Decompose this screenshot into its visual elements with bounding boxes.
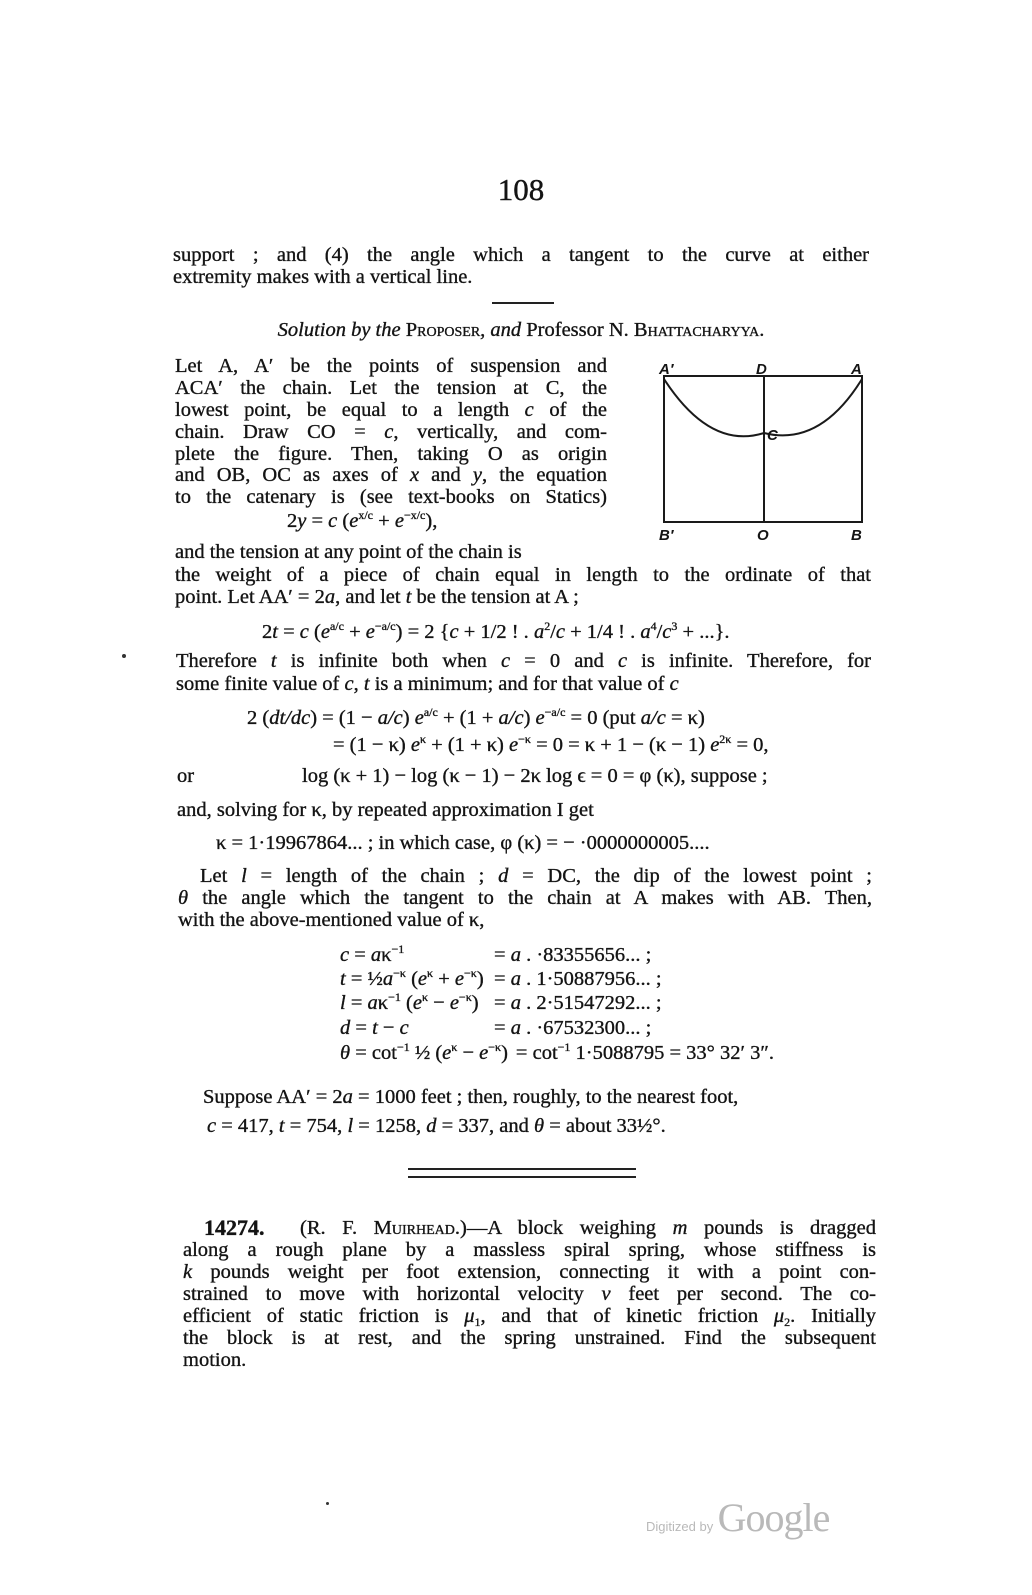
text-segment: 4	[650, 619, 657, 633]
google-logo: Google	[717, 1495, 830, 1540]
text-segment: y	[472, 464, 482, 486]
text-segment: κ	[421, 990, 428, 1004]
text-segment: =	[494, 1017, 511, 1039]
text-segment: −κ	[458, 990, 472, 1004]
text-segment: θ	[178, 887, 189, 909]
text-segment: a	[640, 621, 651, 643]
text-segment: point. Let AA′ = 2	[175, 586, 325, 608]
text-segment: −	[377, 1017, 400, 1039]
text-segment: and	[419, 464, 473, 486]
text-segment: = ½	[345, 968, 383, 990]
text-segment: c	[328, 510, 338, 532]
text-segment: c	[555, 621, 565, 643]
text-segment: a	[382, 968, 394, 990]
text-segment: d	[340, 1017, 351, 1039]
text-segment: ) = 2 {	[395, 621, 450, 643]
text-segment: −1	[557, 1040, 571, 1054]
text-segment: e	[320, 621, 330, 643]
text-segment: is infinite both when	[276, 650, 501, 672]
text-segment: c	[617, 650, 628, 672]
text-segment: d	[426, 1115, 437, 1137]
question-number: 14274.	[204, 1215, 265, 1240]
text-segment: Therefore	[176, 650, 271, 672]
text-segment: −κ	[464, 966, 477, 980]
text-segment: −κ	[488, 1040, 502, 1054]
text-segment: )	[523, 707, 536, 729]
text-segment: c	[384, 421, 394, 443]
text-segment: e	[479, 1042, 489, 1064]
text-segment: + 1/2 ! .	[458, 621, 534, 643]
text-segment: v	[601, 1283, 611, 1305]
text-segment: , and let	[335, 586, 406, 608]
text-segment: feet per second. The co-	[610, 1283, 876, 1305]
watermark-prefix: Digitized by	[646, 1519, 714, 1534]
intro-line: support ; and (4) the angle which a tangent to the curve at either	[173, 244, 869, 266]
text-segment: c	[340, 944, 350, 966]
catenary-diagram	[650, 355, 875, 550]
text-segment: m	[672, 1217, 688, 1239]
kappa-value: κ = 1·19967864... ; in which case, φ (κ) = − ·0000000005....	[216, 832, 710, 854]
text-line	[178, 886, 872, 910]
text-line: the weight of a piece of chain equal in length to the ordinate of that	[175, 564, 871, 586]
text-line: ACA′ the chain. Let the tension at C, the	[175, 377, 607, 399]
text-segment: c	[344, 673, 354, 695]
text-segment: = 1258,	[353, 1115, 427, 1137]
text-segment: + (1 +	[437, 707, 499, 729]
text-segment: a/c	[640, 707, 666, 729]
text-segment: a/c	[498, 707, 524, 729]
result-row	[340, 1016, 651, 1040]
text-segment: /	[550, 621, 556, 643]
page-number: 108	[497, 172, 545, 207]
text-segment: (	[400, 992, 413, 1014]
text-segment: a/c	[329, 619, 344, 633]
text-segment: is infinite. Therefore, for	[627, 650, 871, 672]
text-segment: e	[710, 734, 720, 756]
text-segment: e	[509, 734, 519, 756]
text-segment: t	[405, 586, 412, 608]
text-segment: = about 33½°.	[544, 1115, 666, 1137]
double-rule-top	[408, 1168, 636, 1170]
text-segment: t	[278, 1115, 285, 1137]
text-segment: a	[324, 586, 336, 608]
text-line	[175, 463, 607, 487]
text-line	[300, 1216, 876, 1240]
label-b-prime: B′	[659, 527, 674, 544]
text-segment: c	[500, 650, 511, 672]
text-segment: −x/c	[403, 508, 426, 522]
text-segment: Suppose AA′ = 2	[203, 1086, 343, 1108]
text-segment: . ·67532300... ;	[520, 1017, 652, 1039]
text-segment: = cot	[515, 1042, 558, 1064]
text-segment: = 0,	[731, 734, 769, 756]
text-segment: , vertically, and com-	[393, 421, 607, 443]
text-segment: + (1 + κ)	[426, 734, 509, 756]
double-rule-bottom	[408, 1176, 636, 1178]
result-row	[340, 1041, 774, 1065]
text-segment: +	[343, 621, 366, 643]
label-d: D	[756, 361, 767, 378]
text-line	[207, 1114, 666, 1138]
text-line: and, solving for κ, by repeated approximation I get	[177, 799, 594, 821]
text-segment: )	[501, 1042, 508, 1064]
label-a-prime: A′	[659, 361, 674, 378]
result-lhs	[340, 1041, 508, 1065]
text-segment: Muirhead	[373, 1217, 455, 1239]
text-segment: strained to move with horizontal velocity	[183, 1283, 602, 1305]
text-segment: c	[524, 399, 534, 421]
text-line: motion.	[183, 1349, 247, 1371]
text-segment: a	[367, 992, 378, 1014]
text-segment: dt/dc	[269, 707, 311, 729]
text-line	[175, 398, 607, 422]
result-rhs	[494, 967, 662, 991]
label-o: O	[757, 527, 769, 544]
text-line	[203, 1085, 738, 1109]
or-label: or	[177, 765, 195, 787]
scan-speck	[326, 1502, 329, 1505]
label-b: B	[851, 527, 862, 544]
text-segment: e	[417, 968, 428, 990]
text-segment: d	[498, 865, 509, 887]
text-segment: t	[340, 968, 346, 990]
text-line	[183, 1260, 876, 1284]
text-segment: Let	[200, 865, 242, 887]
text-segment: κ	[451, 1040, 458, 1054]
text-segment: c	[299, 621, 309, 643]
result-rhs	[494, 1016, 651, 1040]
text-line	[175, 585, 579, 609]
text-segment: 2	[287, 510, 298, 532]
text-segment: e	[449, 992, 459, 1014]
text-segment: l	[347, 1115, 354, 1137]
label-a: A	[851, 361, 862, 378]
text-segment: −	[457, 1042, 480, 1064]
text-segment: . Initially	[790, 1305, 876, 1327]
text-segment: and OB, OC as axes of	[175, 464, 410, 486]
text-segment: a	[342, 1086, 353, 1108]
text-line: with the above-mentioned value of κ,	[178, 909, 485, 931]
text-line: and the tension at any point of the chain is	[175, 541, 522, 563]
text-segment: chain. Draw CO =	[175, 421, 385, 443]
text-segment: =	[349, 944, 371, 966]
text-segment: = DC, the dip of the lowest point ;	[508, 865, 872, 887]
text-segment: a	[370, 944, 382, 966]
text-segment: κ	[419, 732, 427, 746]
text-segment: , the equation	[482, 464, 607, 486]
text-segment: θ	[534, 1115, 545, 1137]
text-segment: 1	[474, 1315, 481, 1328]
text-segment: )	[402, 707, 415, 729]
text-segment: ),	[425, 510, 438, 532]
label-c: C	[767, 427, 778, 444]
text-segment: = 337, and	[436, 1115, 534, 1137]
result-lhs	[340, 967, 486, 991]
text-segment: e	[365, 621, 375, 643]
text-segment: Professor N.	[526, 319, 634, 341]
text-segment: (R. F.	[300, 1217, 374, 1239]
text-segment: = 0 and	[510, 650, 618, 672]
text-segment: = 417,	[216, 1115, 279, 1137]
text-segment: Bhattacharyya.	[633, 319, 765, 341]
text-segment: e	[535, 707, 545, 729]
intro-line: extremity makes with a vertical line.	[173, 266, 473, 288]
text-segment: (	[405, 968, 418, 990]
text-segment: the angle which the tangent to the chain at A makes with AB. Then,	[188, 887, 872, 909]
equation-catenary	[287, 509, 437, 533]
scan-speck	[122, 654, 126, 658]
text-segment: )	[471, 992, 479, 1014]
text-segment: c	[449, 621, 459, 643]
text-segment: x	[409, 464, 420, 486]
text-segment: a	[510, 968, 521, 990]
result-lhs	[340, 991, 486, 1015]
text-segment: x/c	[358, 508, 374, 522]
text-segment: . 1·50887956... ;	[520, 968, 662, 990]
text-line: Let A, A′ be the points of suspension and	[175, 355, 607, 377]
text-segment: is a minimum; and for that value of	[369, 673, 670, 695]
section-divider	[492, 302, 554, 304]
result-rhs	[516, 1041, 774, 1065]
text-line: to the catenary is (see text-books on Statics)	[175, 486, 607, 508]
text-segment: κ	[381, 944, 392, 966]
text-segment: =	[306, 510, 329, 532]
text-segment: = 0 = κ + 1 − (κ − 1)	[530, 734, 711, 756]
text-segment: μ	[464, 1305, 475, 1327]
text-segment: (	[308, 621, 321, 643]
text-line	[176, 649, 871, 673]
text-segment: μ	[773, 1305, 785, 1327]
text-segment: a	[533, 621, 545, 643]
text-segment: −	[428, 992, 450, 1014]
text-segment: = 0 (put	[565, 707, 641, 729]
text-segment: e	[454, 968, 464, 990]
text-segment: = (1 − κ)	[333, 734, 411, 756]
text-segment: a	[510, 1017, 521, 1039]
text-segment: /	[656, 621, 663, 643]
text-segment: efficient of static friction is	[183, 1305, 465, 1327]
text-segment: κ	[377, 992, 389, 1014]
text-segment: −1	[396, 1040, 410, 1054]
text-segment: =	[345, 992, 368, 1014]
result-rhs	[494, 991, 662, 1015]
text-segment: 2	[262, 621, 273, 643]
text-segment: some finite value of	[176, 673, 345, 695]
text-segment: =	[494, 944, 511, 966]
result-row	[340, 991, 662, 1015]
text-segment: Solution by the	[277, 319, 406, 341]
text-segment: −1	[388, 990, 401, 1004]
text-line	[175, 420, 607, 444]
text-segment: lowest point, be equal to a length	[175, 399, 525, 421]
text-segment: (	[337, 510, 350, 532]
text-segment: ,	[353, 673, 364, 695]
text-segment: = 754,	[284, 1115, 348, 1137]
text-segment: a	[510, 992, 521, 1014]
text-segment: . 2·51547292... ;	[520, 992, 662, 1014]
text-segment: e	[442, 1042, 452, 1064]
text-segment: a	[510, 944, 521, 966]
text-line	[200, 864, 872, 888]
text-segment: = cot	[350, 1042, 397, 1064]
text-segment: e	[410, 734, 420, 756]
text-segment: = length of the chain ;	[246, 865, 499, 887]
text-segment: 1·5088795 = 33° 32′ 3″.	[570, 1042, 775, 1064]
text-segment: 2	[544, 619, 551, 633]
text-segment: =	[350, 1017, 373, 1039]
text-segment: log (κ + 1) − log (κ − 1) − 2κ log ϵ = 0 = φ (κ), suppose ;	[302, 765, 768, 787]
text-segment: + 1/4 ! .	[565, 621, 641, 643]
text-segment: Proposer	[405, 319, 481, 341]
equation-tension	[262, 620, 730, 644]
text-segment: = κ)	[665, 707, 705, 729]
text-segment: t	[363, 673, 370, 695]
text-segment: c	[207, 1115, 217, 1137]
text-segment: c	[669, 673, 679, 695]
text-segment: pounds is dragged	[687, 1217, 876, 1239]
text-segment: 3	[671, 619, 678, 633]
text-segment: 2κ	[719, 732, 732, 746]
equation-derivative	[247, 706, 705, 730]
text-line: plete the figure. Then, taking O as origin	[175, 443, 607, 465]
text-segment: −κ	[518, 732, 531, 746]
text-segment: −1	[391, 942, 405, 956]
text-line: along a rough plane by a massless spiral spring, whose stiffness is	[183, 1239, 876, 1261]
text-segment: k	[183, 1261, 193, 1283]
text-segment: +	[433, 968, 455, 990]
text-segment: t	[372, 1017, 378, 1039]
text-line: the block is at rest, and the spring unstrained. Find the subsequent	[183, 1327, 876, 1349]
text-segment: e	[394, 510, 404, 532]
solution-heading	[173, 318, 869, 342]
text-segment: a/c	[423, 705, 438, 719]
text-segment: θ	[340, 1042, 351, 1064]
digitized-by-google-watermark	[646, 1494, 829, 1541]
text-segment: −a/c	[544, 705, 566, 719]
text-segment: +	[373, 510, 395, 532]
text-segment: −a/c	[374, 619, 396, 633]
text-segment: l	[241, 865, 247, 887]
text-segment: t	[272, 621, 278, 643]
text-segment: 2	[784, 1315, 791, 1328]
text-segment: c	[399, 1017, 409, 1039]
text-segment: =	[494, 968, 511, 990]
result-lhs	[340, 943, 486, 967]
text-line	[176, 672, 679, 696]
text-segment: t	[270, 650, 277, 672]
text-segment: =	[494, 992, 511, 1014]
text-segment: = 1000 feet ; then, roughly, to the nearest foot,	[352, 1086, 739, 1108]
text-segment: ) = (1 −	[310, 707, 378, 729]
text-segment: , and that of kinetic friction	[480, 1305, 774, 1327]
text-segment: of the	[533, 399, 607, 421]
text-segment: =	[277, 621, 300, 643]
text-segment: )	[476, 968, 484, 990]
text-segment: 2 (	[247, 707, 270, 729]
text-segment: l	[340, 992, 346, 1014]
text-segment: .)—A block weighing	[454, 1217, 673, 1239]
text-segment: a/c	[377, 707, 403, 729]
text-segment: y	[297, 510, 307, 532]
equation-log	[302, 764, 768, 788]
text-line	[183, 1304, 876, 1328]
text-segment: . ·83355656... ;	[520, 944, 652, 966]
text-segment: c	[662, 621, 672, 643]
text-segment: , and	[480, 319, 527, 341]
text-segment: ½ (	[409, 1042, 443, 1064]
result-row	[340, 943, 651, 967]
text-segment: + ...}.	[677, 621, 730, 643]
text-segment: e	[349, 510, 359, 532]
result-lhs	[340, 1016, 486, 1040]
text-line	[183, 1282, 876, 1306]
text-segment: κ	[427, 966, 434, 980]
text-segment: −κ	[393, 966, 406, 980]
result-rhs	[494, 943, 651, 967]
text-segment: e	[414, 707, 424, 729]
result-row	[340, 967, 662, 991]
equation-derivative-cont	[333, 733, 769, 757]
text-segment: e	[412, 992, 422, 1014]
text-segment: pounds weight per foot extension, connecting it with a point con-	[192, 1261, 876, 1283]
text-segment: be the tension at A ;	[411, 586, 579, 608]
